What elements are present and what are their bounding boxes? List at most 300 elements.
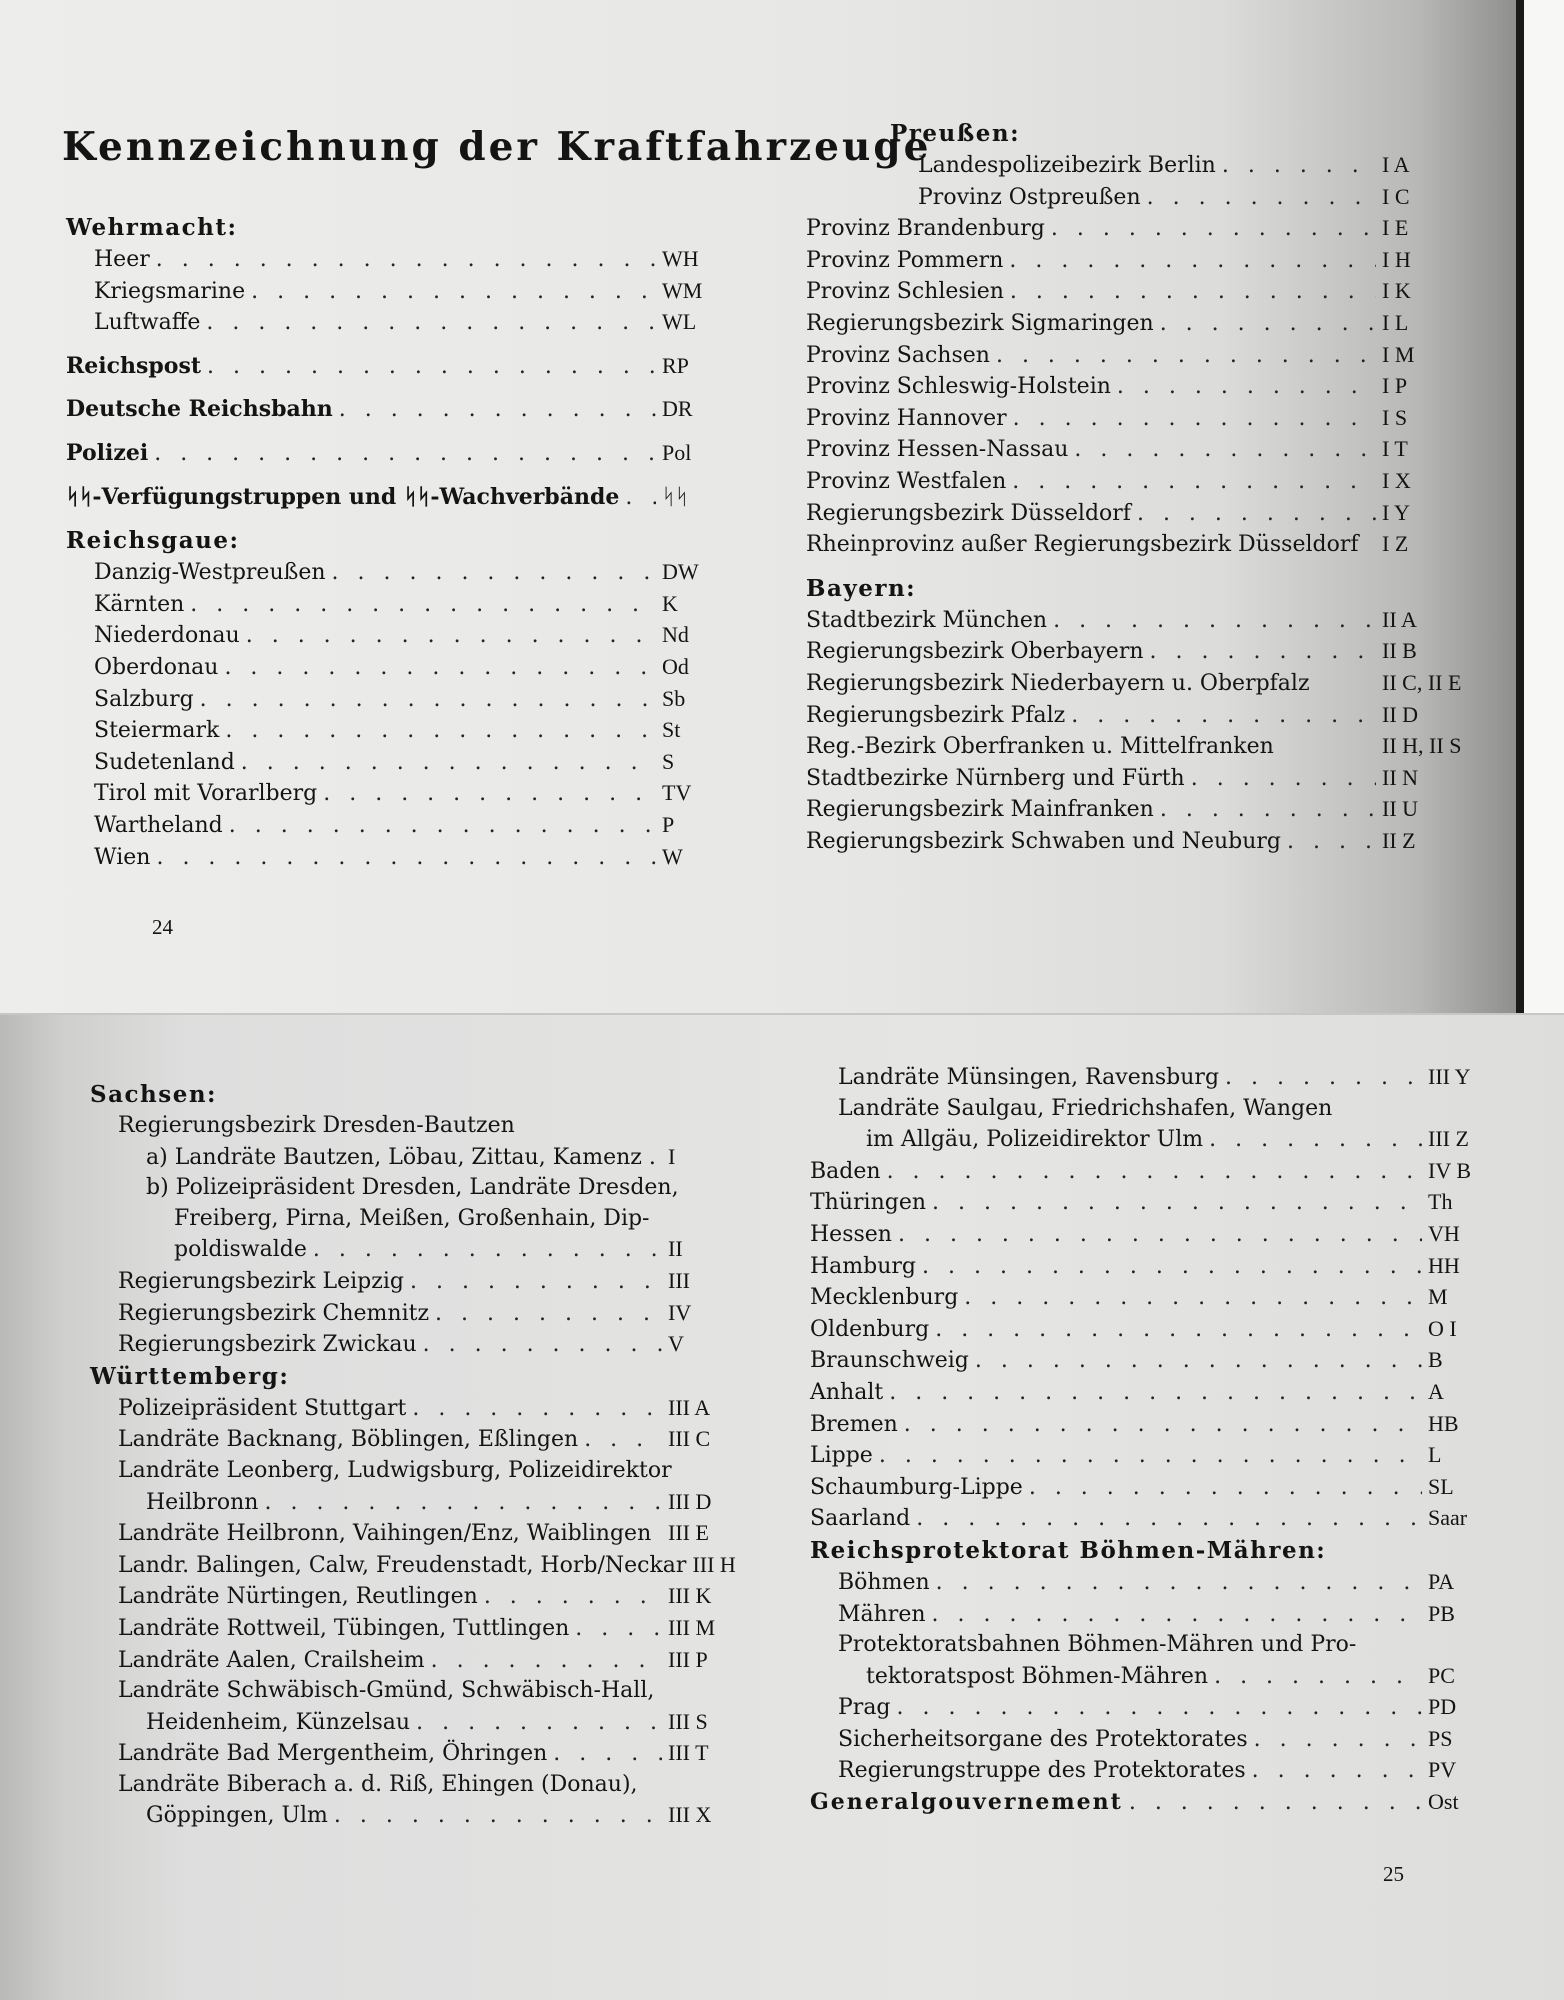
plate-code: I H: [1382, 246, 1411, 272]
dot-leader: [553, 1739, 662, 1770]
plate-entry: [90, 1487, 730, 1519]
dot-leader: [1160, 795, 1376, 826]
plate-entry: [810, 1124, 1480, 1156]
dot-leader: [916, 1504, 1422, 1535]
region-label: Bremen: [810, 1411, 898, 1437]
dot-leader: [264, 1488, 662, 1519]
region-label: Reg.-Bezirk Oberfranken u. Mittelfranken: [806, 734, 1274, 760]
region-label: Regierungsbezirk Niederbayern u. Oberpfalz: [806, 670, 1310, 696]
region-label: Braunschweig: [810, 1348, 969, 1374]
plate-code: II N: [1382, 764, 1419, 790]
plate-entry: [806, 763, 1466, 795]
plate-code: II B: [1382, 638, 1417, 664]
plate-entry: [806, 276, 1466, 308]
plate-code: ᛋᛋ: [662, 483, 689, 509]
section-heading: [90, 1079, 730, 1111]
dot-leader: [225, 716, 656, 747]
dot-leader: [935, 1315, 1422, 1346]
plate-entry: [90, 1329, 730, 1361]
section-heading-text: Bayern:: [806, 574, 917, 602]
plate-entry: [806, 308, 1466, 340]
entry-text-line: [90, 1111, 730, 1142]
region-label: Prag: [838, 1695, 891, 1721]
plate-entry: [66, 351, 718, 383]
region-label: Mecklenburg: [810, 1285, 959, 1311]
plate-code: PA: [1428, 1568, 1455, 1594]
plate-entry: [90, 1393, 730, 1425]
region-label: Baden: [810, 1158, 881, 1184]
plate-code: I P: [1382, 373, 1408, 399]
plate-entry: [66, 652, 718, 684]
region-label: Heidenheim, Künzelsau: [146, 1709, 411, 1735]
dot-leader: [1117, 372, 1376, 403]
plate-code: St: [662, 717, 681, 743]
dot-leader: [1129, 1788, 1422, 1819]
dot-leader: [206, 308, 656, 339]
dot-leader: [625, 483, 656, 514]
region-label: Regierungsbezirk Mainfranken: [806, 797, 1154, 823]
plate-entry: [810, 1692, 1480, 1724]
region-label: Landräte Saulgau, Friedrichshafen, Wangen: [838, 1095, 1333, 1121]
dot-leader: [229, 811, 656, 842]
dot-leader: [323, 779, 656, 810]
region-label: Landräte Münsingen, Ravensburg: [838, 1065, 1220, 1090]
region-label: Oberdonau: [94, 654, 219, 680]
plate-code: Od: [662, 653, 689, 679]
region-label: Mähren: [838, 1601, 926, 1627]
plate-code: O I: [1428, 1315, 1457, 1341]
region-label: Regierungsbezirk Sigmaringen: [806, 310, 1154, 336]
plate-code: Sb: [662, 685, 686, 711]
plate-code: III D: [668, 1488, 712, 1514]
region-label: Provinz Hessen-Nassau: [806, 437, 1069, 463]
plate-code: PS: [1428, 1725, 1453, 1751]
plate-code: I S: [1382, 404, 1408, 430]
dot-leader: [1252, 1756, 1422, 1787]
dot-leader: [1071, 701, 1376, 732]
plate-entry: [90, 1550, 736, 1582]
plate-code: I K: [1382, 278, 1411, 304]
plate-entry: [66, 589, 718, 621]
spacer: [66, 426, 718, 438]
plate-entry: [810, 1661, 1480, 1693]
plate-code: Nd: [662, 622, 689, 648]
region-label: Regierungsbezirk Dresden-Bautzen: [118, 1113, 515, 1138]
plate-code: III H: [692, 1551, 736, 1577]
region-label: Landräte Rottweil, Tübingen, Tuttlingen: [118, 1615, 570, 1641]
region-label: Hamburg: [810, 1253, 917, 1279]
dot-leader: [435, 1299, 662, 1330]
dot-leader: [1209, 1125, 1422, 1156]
plate-entry: [66, 842, 718, 874]
dot-leader: [1029, 1473, 1422, 1504]
region-label: Regierungsbezirk Oberbayern: [806, 639, 1144, 665]
section-heading-text: Wehrmacht:: [66, 214, 238, 241]
dot-leader: [1053, 606, 1376, 637]
plate-entry: [90, 1266, 730, 1298]
entry-text-line: [810, 1630, 1480, 1661]
plate-entry: [810, 1251, 1480, 1283]
region-label: Kriegsmarine: [94, 278, 246, 304]
plate-code: HH: [1428, 1252, 1460, 1278]
spacer: [66, 382, 718, 394]
plate-code: TV: [662, 780, 692, 806]
region-label: Regierungsbezirk Zwickau: [118, 1332, 417, 1358]
dot-leader: [1287, 827, 1376, 858]
plate-entry: [806, 371, 1466, 403]
dot-leader: [484, 1582, 662, 1613]
plate-code: WM: [662, 277, 703, 303]
region-label: Schaumburg-Lippe: [810, 1474, 1023, 1500]
plate-code: DW: [662, 559, 699, 585]
plate-code: II U: [1382, 796, 1419, 822]
scan-edge: [1516, 0, 1524, 1015]
region-label: Provinz Ostpreußen: [918, 184, 1141, 210]
plate-entry: [810, 1755, 1480, 1787]
dot-leader: [887, 1157, 1422, 1188]
plate-code: RP: [662, 352, 689, 378]
region-label: Landräte Biberach a. d. Riß, Ehingen (Donau),: [118, 1771, 638, 1797]
section-heading: [66, 212, 718, 244]
page-number-right: 25: [1383, 1862, 1404, 1886]
region-label: Landespolizeibezirk Berlin: [918, 153, 1216, 178]
section-heading-text: Reichsprotektorat Böhmen-Mähren:: [810, 1536, 1327, 1564]
dot-leader: [1254, 1725, 1422, 1756]
region-label: Wartheland: [94, 812, 223, 838]
plate-entry: [810, 1503, 1480, 1535]
plate-code: III T: [668, 1740, 709, 1766]
region-label: Anhalt: [810, 1379, 884, 1405]
dot-leader: [1009, 246, 1376, 277]
plate-code: I: [668, 1143, 676, 1169]
plate-code: I C: [1382, 183, 1410, 209]
region-label: b) Polizeipräsident Dresden, Landräte Dresden,: [146, 1175, 679, 1201]
dot-leader: [154, 439, 656, 470]
dot-leader: [251, 277, 656, 308]
plate-entry: [810, 1472, 1480, 1504]
plate-entry: [810, 1409, 1480, 1441]
dot-leader: [1012, 467, 1376, 498]
region-label: poldiswalde: [174, 1237, 307, 1263]
dot-leader: [1214, 1662, 1422, 1693]
dot-leader: [431, 1646, 662, 1677]
region-label: Oldenburg: [810, 1316, 930, 1342]
plate-code: III: [668, 1267, 690, 1293]
region-label: Protektoratsbahnen Böhmen-Mähren und Pro-: [838, 1632, 1357, 1658]
dot-leader: [334, 1801, 662, 1832]
column-bottom-left: [90, 1079, 736, 1832]
region-label: Provinz Brandenburg: [806, 216, 1045, 242]
dot-leader: [1147, 183, 1376, 214]
spacer: [806, 561, 1466, 573]
spacer: [66, 339, 718, 351]
plate-code: S: [662, 748, 675, 774]
plate-code: III M: [668, 1614, 716, 1640]
plate-entry: [810, 1187, 1480, 1219]
plate-code: III Y: [1428, 1064, 1471, 1089]
section-heading-text: Württemberg:: [90, 1362, 290, 1390]
plate-entry: [810, 1567, 1480, 1599]
plate-entry: [90, 1234, 730, 1266]
region-label: Landräte Heilbronn, Vaihingen/Enz, Waiblingen: [118, 1521, 652, 1547]
dot-leader: [898, 1220, 1422, 1251]
plate-entry: [810, 1377, 1480, 1409]
plate-code: SL: [1428, 1473, 1454, 1499]
entry-text-line: [90, 1173, 730, 1204]
region-label: Regierungsbezirk Chemnitz: [118, 1300, 430, 1326]
plate-entry: [90, 1738, 730, 1770]
plate-entry: [806, 213, 1466, 245]
plate-code: II C, II E: [1382, 669, 1462, 695]
section-heading-text: Sachsen:: [90, 1081, 218, 1108]
dot-leader: [190, 590, 656, 621]
plate-entry: [806, 245, 1466, 277]
section-heading: [806, 118, 1466, 150]
region-label: Saarland: [810, 1506, 911, 1532]
dot-leader: [200, 685, 656, 716]
plate-entry: [66, 747, 718, 779]
dot-leader: [932, 1600, 1422, 1631]
dot-leader: [879, 1441, 1422, 1472]
dot-leader: [339, 395, 656, 426]
plate-entry: [66, 482, 718, 514]
region-label: Stadtbezirk München: [806, 607, 1048, 633]
plate-code: II Z: [1382, 827, 1416, 853]
plate-code: I E: [1382, 215, 1409, 241]
region-label: Landräte Leonberg, Ludwigsburg, Polizeidirektor: [118, 1457, 672, 1483]
plate-code: II H, II S: [1382, 733, 1462, 759]
plate-code: III P: [668, 1646, 708, 1672]
plate-code: PV: [1428, 1757, 1457, 1783]
plate-code: II: [668, 1236, 683, 1262]
section-heading-text: Reichsgaue:: [66, 527, 240, 555]
plate-code: I X: [1382, 467, 1411, 493]
plate-entry: [90, 1424, 730, 1456]
dot-leader: [156, 843, 656, 874]
page-title: Kennzeichnung der Kraftfahrzeuge: [62, 124, 932, 170]
region-label: Provinz Pommern: [806, 247, 1004, 273]
plate-entry: [806, 150, 1466, 182]
plate-code: PB: [1428, 1600, 1455, 1626]
dot-leader: [904, 1410, 1422, 1441]
plate-entry: [66, 684, 718, 716]
region-label: Stadtbezirke Nürnberg und Fürth: [806, 765, 1185, 791]
plate-code: I M: [1382, 341, 1415, 367]
dot-leader: [410, 1267, 662, 1298]
entry-text-line: [90, 1676, 730, 1707]
plate-entry: [806, 636, 1466, 668]
dot-leader: [584, 1425, 662, 1456]
region-label: Provinz Schleswig-Holstein: [806, 374, 1111, 400]
dot-leader: [1137, 499, 1376, 530]
dot-leader: [1150, 637, 1376, 668]
plate-code: V: [668, 1331, 684, 1357]
plate-code: III X: [668, 1802, 712, 1828]
plate-entry: [66, 715, 718, 747]
plate-entry: [806, 826, 1466, 858]
plate-code: DR: [662, 396, 693, 422]
dot-leader: [936, 1568, 1422, 1599]
plate-code: III K: [668, 1583, 712, 1609]
plate-entry: [810, 1599, 1480, 1631]
plate-code: III E: [668, 1520, 709, 1546]
plate-entry: [806, 700, 1466, 732]
plate-entry: [66, 810, 718, 842]
region-label: Freiberg, Pirna, Meißen, Großenhain, Dip-: [174, 1205, 650, 1231]
dot-leader: [246, 621, 656, 652]
region-label: Sudetenland: [94, 749, 235, 775]
plate-code: Pol: [662, 439, 692, 465]
region-label: Sicherheitsorgane des Protektorates: [838, 1726, 1248, 1752]
plate-entry: [806, 529, 1466, 561]
plate-code: W: [662, 843, 683, 869]
plate-code: Th: [1428, 1189, 1453, 1215]
plate-entry: [810, 1062, 1480, 1094]
region-label: im Allgäu, Polizeidirektor Ulm: [866, 1127, 1204, 1153]
dot-leader: [1010, 277, 1376, 308]
section-heading: [66, 525, 718, 557]
plate-entry: [66, 394, 718, 426]
plate-code: VH: [1428, 1220, 1460, 1246]
plate-entry: [66, 244, 718, 276]
dot-leader: [1160, 309, 1376, 340]
dot-leader: [416, 1708, 662, 1739]
region-label: Thüringen: [810, 1190, 927, 1216]
region-label: Landräte Nürtingen, Reutlingen: [118, 1584, 478, 1610]
dot-leader: [897, 1693, 1422, 1724]
region-label: Provinz Schlesien: [806, 279, 1004, 305]
region-label: Provinz Sachsen: [806, 342, 990, 368]
plate-entry: [806, 182, 1466, 214]
dot-leader: [332, 558, 656, 589]
region-label: Provinz Hannover: [806, 405, 1007, 431]
region-label: Lippe: [810, 1443, 873, 1469]
plate-entry: [66, 276, 718, 308]
plate-entry: [66, 438, 718, 470]
dot-leader: [207, 352, 656, 383]
plate-code: M: [1428, 1284, 1448, 1310]
plate-entry: [810, 1724, 1480, 1756]
dot-leader: [1074, 435, 1376, 466]
plate-entry: [806, 466, 1466, 498]
region-label: Generalgouvernement: [810, 1789, 1123, 1816]
plate-code: Saar: [1428, 1505, 1468, 1531]
plate-code: III A: [668, 1394, 711, 1420]
column-bottom-right: [810, 1062, 1480, 1819]
region-label: Regierungsbezirk Pfalz: [806, 702, 1066, 728]
plate-entry: [810, 1219, 1480, 1251]
plate-entry: [810, 1787, 1480, 1819]
region-label: Steiermark: [94, 718, 220, 744]
plate-entry: [806, 731, 1466, 763]
plate-code: L: [1428, 1442, 1442, 1468]
plate-code: IV B: [1428, 1157, 1471, 1183]
column-top-right: [806, 118, 1466, 857]
plate-code: A: [1428, 1378, 1444, 1404]
plate-code: P: [662, 811, 675, 837]
spacer: [66, 470, 718, 482]
dot-leader: [412, 1394, 662, 1425]
region-label: Salzburg: [94, 686, 194, 712]
region-label: Böhmen: [838, 1569, 930, 1595]
region-label: Kärnten: [94, 591, 185, 617]
plate-code: WH: [662, 246, 699, 271]
plate-entry: [806, 668, 1466, 700]
dot-leader: [156, 245, 656, 276]
plate-code: B: [1428, 1347, 1443, 1373]
region-label: Göppingen, Ulm: [146, 1803, 328, 1829]
plate-entry: [90, 1707, 730, 1739]
region-label: Polizei: [66, 439, 149, 466]
plate-entry: [806, 498, 1466, 530]
region-label: Regierungsbezirk Schwaben und Neuburg: [806, 828, 1281, 854]
plate-entry: [806, 605, 1466, 637]
plate-code: I T: [1382, 436, 1408, 462]
section-heading-text: Preußen:: [890, 120, 1021, 147]
dot-leader: [964, 1283, 1422, 1314]
page-number-left: 24: [152, 915, 173, 939]
plate-code: III C: [668, 1426, 711, 1452]
plate-entry: [806, 794, 1466, 826]
plate-entry: [90, 1518, 730, 1550]
region-label: Landr. Balingen, Calw, Freudenstadt, Horb/Neckar: [118, 1552, 687, 1578]
plate-entry: [806, 340, 1466, 372]
plate-entry: [806, 434, 1466, 466]
plate-code: K: [662, 590, 678, 616]
dot-leader: [932, 1188, 1422, 1219]
dot-leader: [1225, 1063, 1422, 1094]
region-label: Tirol mit Vorarlberg: [94, 781, 318, 807]
dot-leader: [975, 1346, 1422, 1377]
plate-code: II A: [1382, 606, 1417, 632]
dot-leader: [423, 1330, 662, 1361]
plate-entry: [66, 307, 718, 339]
plate-code: I L: [1382, 309, 1409, 335]
dot-leader: [1222, 151, 1376, 182]
plate-code: I Z: [1382, 531, 1409, 557]
dot-leader: [313, 1235, 662, 1266]
region-label: Luftwaffe: [94, 310, 201, 336]
entry-text-line: [90, 1204, 730, 1235]
region-label: Heer: [94, 247, 150, 272]
region-label: Regierungsbezirk Leipzig: [118, 1268, 404, 1294]
region-label: Deutsche Reichsbahn: [66, 396, 333, 423]
plate-entry: [90, 1645, 730, 1677]
entry-text-line: [810, 1094, 1480, 1125]
plate-code: PC: [1428, 1662, 1455, 1688]
plate-entry: [810, 1156, 1480, 1188]
dot-leader: [1013, 404, 1376, 435]
plate-code: II D: [1382, 701, 1419, 727]
plate-entry: [810, 1345, 1480, 1377]
upper-scanned-page: [0, 0, 1524, 1015]
region-label: Provinz Westfalen: [806, 468, 1007, 494]
spacer: [66, 513, 718, 525]
plate-entry: [90, 1613, 730, 1645]
plate-entry: [66, 620, 718, 652]
plate-code: III S: [668, 1708, 708, 1734]
region-label: Regierungstruppe des Protektorates: [838, 1758, 1246, 1784]
plate-code: WL: [662, 309, 697, 335]
dot-leader: [575, 1614, 662, 1645]
plate-entry: [810, 1440, 1480, 1472]
plate-code: III Z: [1428, 1126, 1469, 1152]
plate-entry: [90, 1142, 730, 1174]
plate-entry: [810, 1282, 1480, 1314]
section-heading: [90, 1361, 730, 1393]
plate-entry: [90, 1800, 730, 1832]
plate-code: I A: [1382, 152, 1410, 177]
